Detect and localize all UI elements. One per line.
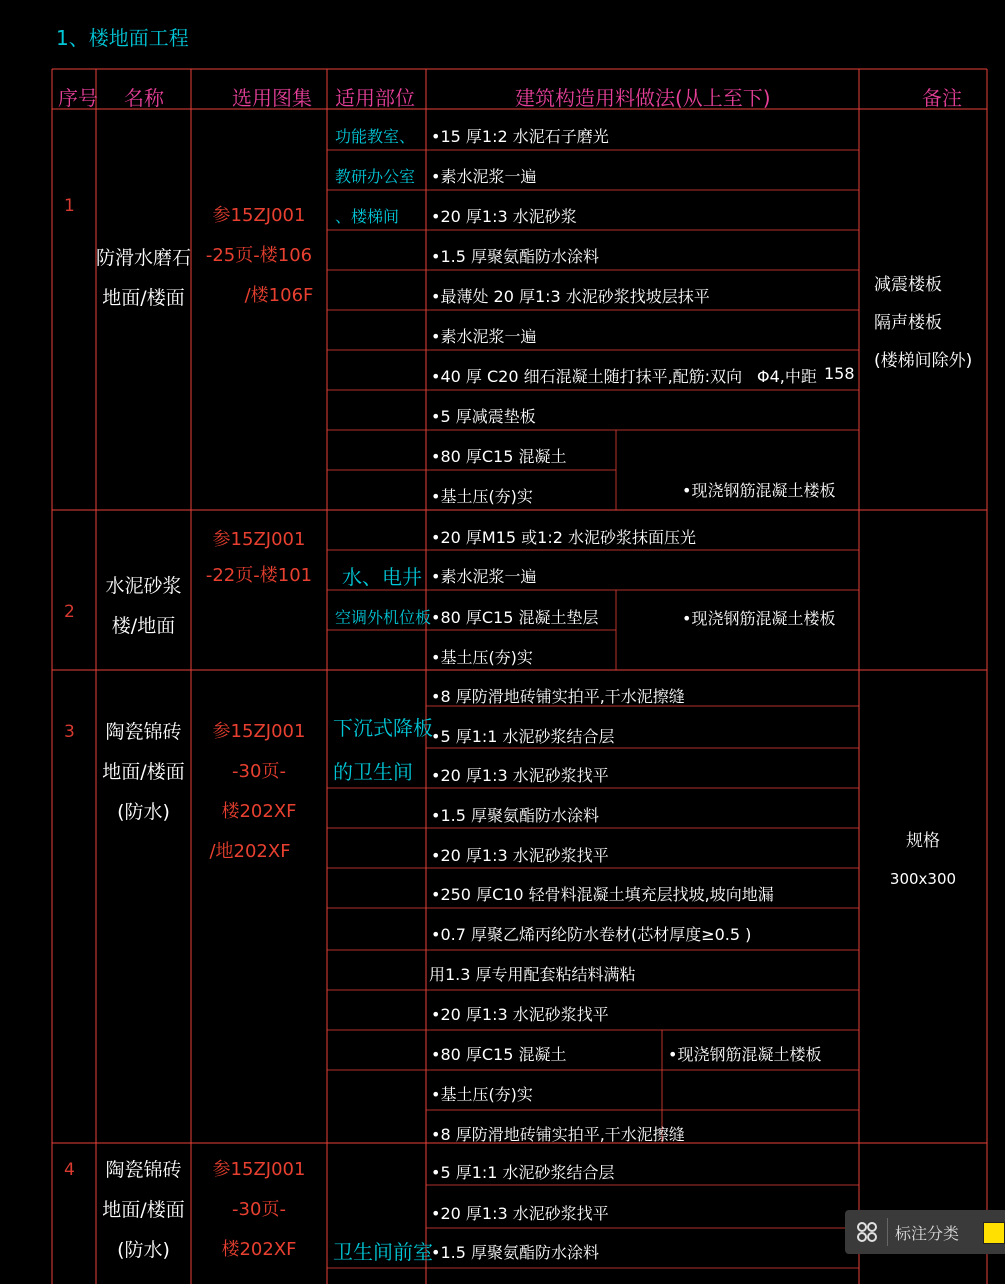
part-line: 卫生间前室 — [333, 1240, 433, 1264]
layer-item: •20 厚1:3 水泥砂浆找平 — [431, 1204, 609, 1223]
layer-item-extra: Φ4,中距 — [757, 367, 817, 386]
remark-line: 300x300 — [889, 870, 957, 888]
row-remark — [859, 822, 987, 898]
row-name-line: 水泥砂浆 — [105, 575, 182, 597]
row-number: 3 — [64, 722, 75, 742]
header-remark: 备注 — [922, 86, 962, 110]
part-line: 下沉式降板 — [333, 716, 433, 740]
layer-item: •5 厚1:1 水泥砂浆结合层 — [431, 727, 615, 746]
part-line: 空调外机位板 — [335, 608, 432, 627]
color-swatch[interactable] — [983, 1222, 1005, 1244]
header-atlas: 选用图集 — [232, 86, 312, 110]
layer-item: •基土压(夯)实 — [431, 648, 533, 667]
slab-note: •现浇钢筋混凝土楼板 — [682, 481, 836, 500]
atlas-line: /楼106F — [244, 285, 314, 306]
part-line: 、楼梯间 — [335, 207, 400, 226]
section-title: 1、楼地面工程 — [56, 26, 189, 50]
atlas-line: -30页- — [232, 1199, 286, 1220]
remark-line: 隔声楼板 — [874, 313, 942, 333]
annotation-category-toolbar[interactable] — [845, 1210, 1005, 1254]
layer-item: •基土压(夯)实 — [431, 487, 533, 506]
layer-item: •1.5 厚聚氨酯防水涂料 — [431, 247, 599, 266]
layer-item: •最薄处 20 厚1:3 水泥砂浆找坡层抹平 — [431, 287, 710, 306]
header-method: 建筑构造用料做法(从上至下) — [515, 86, 771, 110]
layer-item: •素水泥浆一遍 — [431, 567, 537, 586]
layer-item: •80 厚C15 混凝土 — [431, 1045, 567, 1064]
layer-item: •80 厚C15 混凝土 — [431, 447, 567, 466]
slab-note: •现浇钢筋混凝土楼板 — [668, 1045, 822, 1064]
layer-item: •20 厚1:3 水泥砂浆找平 — [431, 766, 609, 785]
layer-item: •250 厚C10 轻骨料混凝土填充层找坡,坡向地漏 — [431, 885, 774, 904]
atlas-line: /地202XF — [209, 841, 291, 862]
atlas-line: 楼202XF — [221, 801, 297, 822]
row-number: 4 — [64, 1160, 75, 1180]
atlas-line: -30页- — [232, 761, 286, 782]
row-name-line: 地面/楼面 — [102, 761, 185, 783]
row-name — [96, 566, 191, 646]
row-remark — [874, 266, 972, 380]
row-name-line: 楼/地面 — [111, 615, 176, 637]
row-atlas — [191, 522, 327, 594]
grid-icon[interactable] — [855, 1220, 879, 1244]
layer-item: •1.5 厚聚氨酯防水涂料 — [431, 1243, 599, 1262]
row-name — [96, 238, 191, 318]
annotation-category-label[interactable]: 标注分类 — [895, 1224, 960, 1243]
remark-line: 规格 — [906, 831, 940, 851]
layer-item: •5 厚减震垫板 — [431, 407, 536, 426]
layer-item: •素水泥浆一遍 — [431, 167, 537, 186]
remark-line: (楼梯间除外) — [874, 351, 973, 371]
layer-item: •1.5 厚聚氨酯防水涂料 — [431, 806, 599, 825]
layer-item: •20 厚1:3 水泥砂浆找平 — [431, 846, 609, 865]
row-atlas — [191, 1150, 327, 1270]
atlas-line: 参15ZJ001 — [212, 529, 306, 550]
layer-item: 用1.3 厚专用配套粘结料满粘 — [429, 965, 636, 984]
part-line: 的卫生间 — [333, 760, 413, 784]
row-name-line: 地面/楼面 — [102, 287, 185, 309]
remark-line: 减震楼板 — [874, 275, 942, 295]
layer-item: •0.7 厚聚乙烯丙纶防水卷材(芯材厚度≥0.5 ) — [431, 925, 752, 944]
header-no: 序号 — [58, 86, 98, 110]
layer-item: •8 厚防滑地砖铺实拍平,干水泥擦缝 — [431, 1125, 685, 1144]
layer-item: •20 厚1:3 水泥砂浆 — [431, 207, 577, 226]
row-atlas — [191, 712, 327, 872]
row-name — [96, 712, 191, 832]
atlas-line: 楼202XF — [221, 1239, 297, 1260]
row-number: 2 — [64, 602, 75, 622]
layer-item: •8 厚防滑地砖铺实拍平,干水泥擦缝 — [431, 687, 685, 706]
row-name-line: 防滑水磨石 — [96, 247, 192, 269]
header-name: 名称 — [124, 86, 164, 110]
atlas-line: 参15ZJ001 — [212, 1159, 306, 1180]
layer-item: •20 厚1:3 水泥砂浆找平 — [431, 1005, 609, 1024]
header-part: 适用部位 — [335, 86, 415, 110]
row-number: 1 — [64, 196, 75, 216]
row-name-line: (防水) — [117, 1239, 170, 1261]
row-name-line: 陶瓷锦砖 — [105, 1159, 182, 1181]
layer-item: •素水泥浆一遍 — [431, 327, 537, 346]
layer-item-extra: 158 — [824, 364, 855, 383]
layer-item: •20 厚M15 或1:2 水泥砂浆抹面压光 — [431, 528, 696, 547]
part-line: 功能教室、 — [335, 127, 416, 146]
atlas-line: -22页-楼101 — [205, 565, 313, 586]
row-name-line: 地面/楼面 — [102, 1199, 185, 1221]
layer-item: •80 厚C15 混凝土垫层 — [431, 608, 599, 627]
slab-note: •现浇钢筋混凝土楼板 — [682, 609, 836, 628]
row-name-line: 陶瓷锦砖 — [105, 721, 182, 743]
layer-item: •5 厚1:1 水泥砂浆结合层 — [431, 1163, 615, 1182]
layer-item: •基土压(夯)实 — [431, 1085, 533, 1104]
atlas-line: 参15ZJ001 — [212, 205, 306, 226]
row-atlas — [191, 196, 327, 316]
layer-item: •15 厚1:2 水泥石子磨光 — [431, 127, 609, 146]
row-name-line: (防水) — [117, 801, 170, 823]
atlas-line: -25页-楼106 — [205, 245, 313, 266]
part-line: 教研办公室 — [335, 167, 416, 186]
atlas-line: 参15ZJ001 — [212, 721, 306, 742]
layer-item: •40 厚 C20 细石混凝土随打抹平,配筋:双向 — [431, 367, 743, 386]
row-name — [96, 1150, 191, 1270]
part-line: 水、电井 — [342, 565, 422, 589]
toolbar-divider — [887, 1218, 888, 1246]
